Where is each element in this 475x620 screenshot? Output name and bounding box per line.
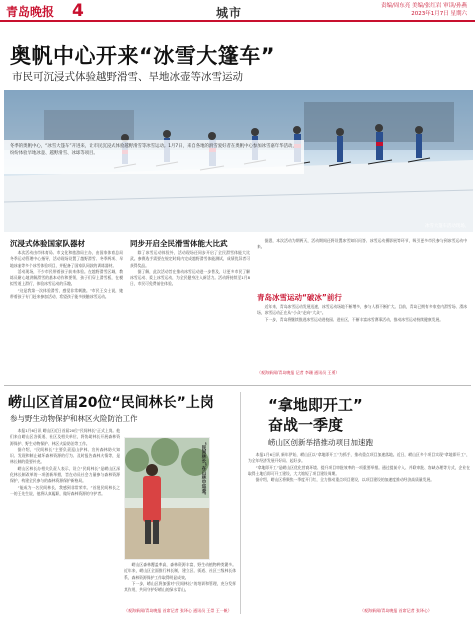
project-article-text — [248, 452, 470, 602]
paragraph: “能成为一名民间林长，我感到非常荣幸。”首批民间林长之一的王先生说，他将认真履职，做好森林资源的守护者。 — [10, 484, 120, 496]
forest-photo — [124, 437, 210, 560]
byline-forest: （观海新闻/青岛晚报 首席记者 张译心 通讯员 王崇 王一帆） — [124, 608, 232, 613]
section-divider — [4, 385, 471, 386]
page-number: 4 — [72, 1, 84, 21]
paragraph: 下一步，青岛将继续推进冰雪运动进校园、进社区，不断丰富冰雪赛事活动，推动冰雪运动持续健康发展。 — [264, 316, 444, 322]
forest-column-2 — [124, 562, 236, 606]
project-headline-line2: 奋战一季度 — [268, 416, 344, 434]
page-meta — [381, 2, 467, 18]
newspaper-logo: 青岛晚报 — [6, 5, 55, 19]
photo-caption: 冬季的奥帆中心，“冰雪大篷车”开进来，让市民沉浸式体验越野滑雪等冰雪运动。1月7日，来自各地的滑雪爱好者在奥帆中心参加冰雪嘉年华活动，纷纷体验旱地冰壶、越野滑雪、冰球等项目。 — [4, 140, 304, 174]
project-subhead: 崂山区创新举措推动项目加速跑 — [268, 438, 373, 447]
paragraph: 据了解，此次活动旨在推动冰雪运动进一步普及，让更多市民了解冰雪运动、爱上冰雪运动，为全民健身注入新活力。活动将持续至1月8日，市民可免费前往体验。 — [130, 268, 250, 287]
forest-headline: 崂山区首届20位“民间林长”上岗 — [8, 395, 214, 411]
main-photo — [4, 90, 473, 232]
main-subhead: 市民可沉浸式体验越野滑雪、旱地冰壶等冰雪运动 — [12, 71, 243, 83]
paragraph: 崂山区林长办相关负责人表示，设立“民间林长”是崂山区深化林长制改革的一项创新举措，旨在动员社会力量参与森林资源保护，构建全民参与的森林资源保护新格局。 — [10, 465, 120, 484]
paragraph: 崂山区森林覆盖率高，森林资源丰富，野生动植物种类繁多。近年来，崂山区全面推行林长制，建立区、街道、社区三级林长体系，森林资源保护工作取得明显成效。 — [124, 562, 236, 580]
paragraph: 除了冰雪运动体验外，活动现场还同步开启了全民滑雪体能大比武。参赛选手需要在规定时间内完成越野滑雪体能测试，成绩优异者可获得奖品。 — [130, 250, 250, 268]
paragraph: “拿地即开工”是崂山区优化营商环境、提升项目审批效率的一项重要举措。通过提前介入、并联审批、容缺办理等方式，企业在取得土地后即可开工建设，大大缩短了项目建设周期。 — [248, 464, 470, 476]
section-heading-competition: 同步开启全民滑雪体能大比武 — [130, 239, 228, 248]
section-heading-equipment: 沉浸式体验国家队器材 — [10, 239, 85, 248]
forest-subhead: 参与野生动物保护和林区火险防治工作 — [10, 414, 138, 423]
article-column-1 — [10, 250, 123, 380]
section-label: 城市 — [216, 6, 243, 20]
paragraph: 据介绍，崂山区将聚焦一季度开门红，全力推动重点项目建设，以项目建设的加速度推动经济高质量发展。 — [255, 477, 435, 483]
paragraph: 下一步，崂山区将加强对“民间林长”的培训和管理，充分发挥其作用，共同守护好崂山的绿水青山。 — [124, 580, 236, 593]
byline-project: （观海新闻/青岛晚报 首席记者 张译心） — [360, 608, 432, 613]
paragraph: “这是我第一次体验滑雪，感觉非常刺激。”市民王女士说，她带着孩子专门赶来参加活动，希望孩子能多接触冰雪运动。 — [10, 287, 123, 300]
byline-top: （观海新闻/青岛晚报 记者 李珊 通讯员 王勇） — [257, 370, 340, 375]
photo-credit: 冰雪大篷车活动现场。 — [425, 224, 469, 229]
project-headline-line1: “拿地即开工” — [268, 396, 363, 414]
column-divider — [240, 392, 241, 614]
paragraph: 本次活动由市体育局、市文化和旅游局主办，由国家体育总局冬季运动管理中心指导，活动现场设置了越野滑雪、冬季两项、旱地冰壶等多个冰雪体验项目，并配备了国家队同款的训练器材。 — [10, 250, 123, 268]
editor-line: 责编/周东亮 美编/张红岩 审读/孙燕 — [380, 3, 467, 9]
paragraph: 本报1月6日讯 崂山区近日首届20位“民间林长”正式上岗。他们来自崂山区各街道、社区及相关单位，将协助林长开展森林资源保护、野生动物保护、林区火险防治等工作。 — [10, 428, 120, 446]
forest-column-1 — [10, 428, 120, 608]
article-column-2 — [130, 250, 250, 380]
forest-ranger-illustration — [125, 438, 210, 560]
paragraph: 据悉，本次活动为期两天，活动期间还将设置冰雪知识问答、冰雪运动摄影展等环节，吸引更多市民参与到冰雪运动中来。 — [257, 238, 467, 250]
paragraph: 据介绍，“民间林长”主要负责巡山护林、宣传森林防火知识、发现和制止破坏森林资源的行为、及时报告森林火情等，是林长制的重要补充。 — [10, 446, 120, 465]
date-line: 2023年1月7日 星期六 — [411, 11, 467, 17]
main-headline: 奥帆中心开来“冰雪大篷车” — [10, 44, 276, 68]
paragraph: 活动现场，不少市民带着孩子前来体验。在越野滑雪区域，教练员耐心地讲解滑雪的基本动作和要领，孩子们穿上滑雪板，在模拟雪道上滑行，体验冰雪运动的乐趣。 — [10, 268, 123, 287]
paragraph: 近年来，青岛冰雪运动发展迅速，冰雪运动场地不断增多，参与人群不断扩大。目前，青岛已拥有多家室内滑雪场、滑冰场，冰雪运动正在从“小众”走向“大众”。 — [257, 304, 467, 316]
article-column-3 — [257, 238, 467, 290]
paragraph: 本报1月6日讯 新年伊始，崂山区以“拿地即开工”为抓手，推动重点项目加速落地。近日，崂山区多个项目实现“拿地即开工”，为全年经济发展开好局、起好步。 — [248, 452, 470, 464]
article-column-4 — [257, 304, 467, 366]
masthead — [0, 0, 475, 22]
forest-photo-caption: “民间林长”在山林中巡查。 — [201, 442, 206, 498]
section-heading-icebreaking: 青岛冰雪运动“破冰”前行 — [257, 293, 342, 302]
